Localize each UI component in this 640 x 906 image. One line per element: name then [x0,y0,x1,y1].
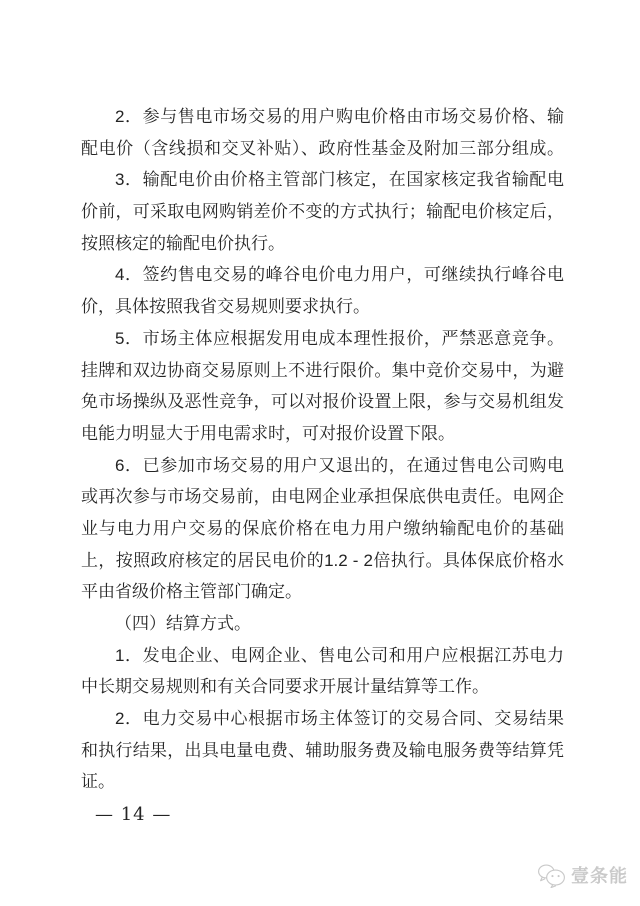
page-number: — 14 — [95,804,172,825]
text-line: 4．签约售电交易的峰谷电价电力用户，可继续执行峰谷电 [115,265,564,285]
text-line: 业与电力用户交易的保底价格在电力用户缴纳输配电价的基础 [81,518,564,538]
watermark [537,862,628,888]
text-line: 价前，可采取电网购销差价不变的方式执行；输配电价核定后， [81,202,564,222]
text-line: 和执行结果，出具电量电费、辅助服务费及输电服务费等结算凭 [81,740,564,760]
text-line: 平由省级价格主管部门确定。 [81,582,302,602]
text-line: 免市场操纵及恶性竞争，可以对报价设置上限，参与交易机组发 [81,392,564,412]
section-heading-line: （四）结算方式。 [115,614,251,633]
text-line: 2．参与售电市场交易的用户购电价格由市场交易价格、输 [115,107,564,126]
text-line: 2．电力交易中心根据市场主体签订的交易合同、交易结果 [115,709,564,729]
text-line: 挂牌和双边协商交易原则上不进行限价。集中竞价交易中，为避 [81,360,564,380]
text-line: 6．已参加市场交易的用户又退出的，在通过售电公司购电 [115,455,564,475]
wechat-icon [537,863,566,888]
text-line: 或再次参与市场交易前，由电网企业承担保底供电责任。电网企 [81,487,564,507]
text-line: 中长期交易规则和有关合同要求开展计量结算等工作。 [81,677,489,697]
document-body [81,101,564,798]
text-line: 3．输配电价由价格主管部门核定，在国家核定我省输配电 [115,170,564,190]
watermark-label: 壹条能 [571,866,628,886]
text-line: 5．市场主体应根据发用电成本理性报价，严禁恶意竞争。 [115,328,564,348]
text-line: 电能力明显大于用电需求时，可对报价设置下限。 [81,423,455,443]
text-line: 1．发电企业、电网企业、售电公司和用户应根据江苏电力 [115,645,564,665]
text-line: 上，按照政府核定的居民电价的1.2 - 2倍执行。具体保底价格水 [81,550,564,570]
text-line: 按照核定的输配电价执行。 [81,233,285,253]
text-line: 价，具体按照我省交易规则要求执行。 [81,297,370,317]
text-line: 配电价（含线损和交叉补贴）、政府性基金及附加三部分组成。 [81,138,564,158]
text-line: 证。 [81,772,115,792]
